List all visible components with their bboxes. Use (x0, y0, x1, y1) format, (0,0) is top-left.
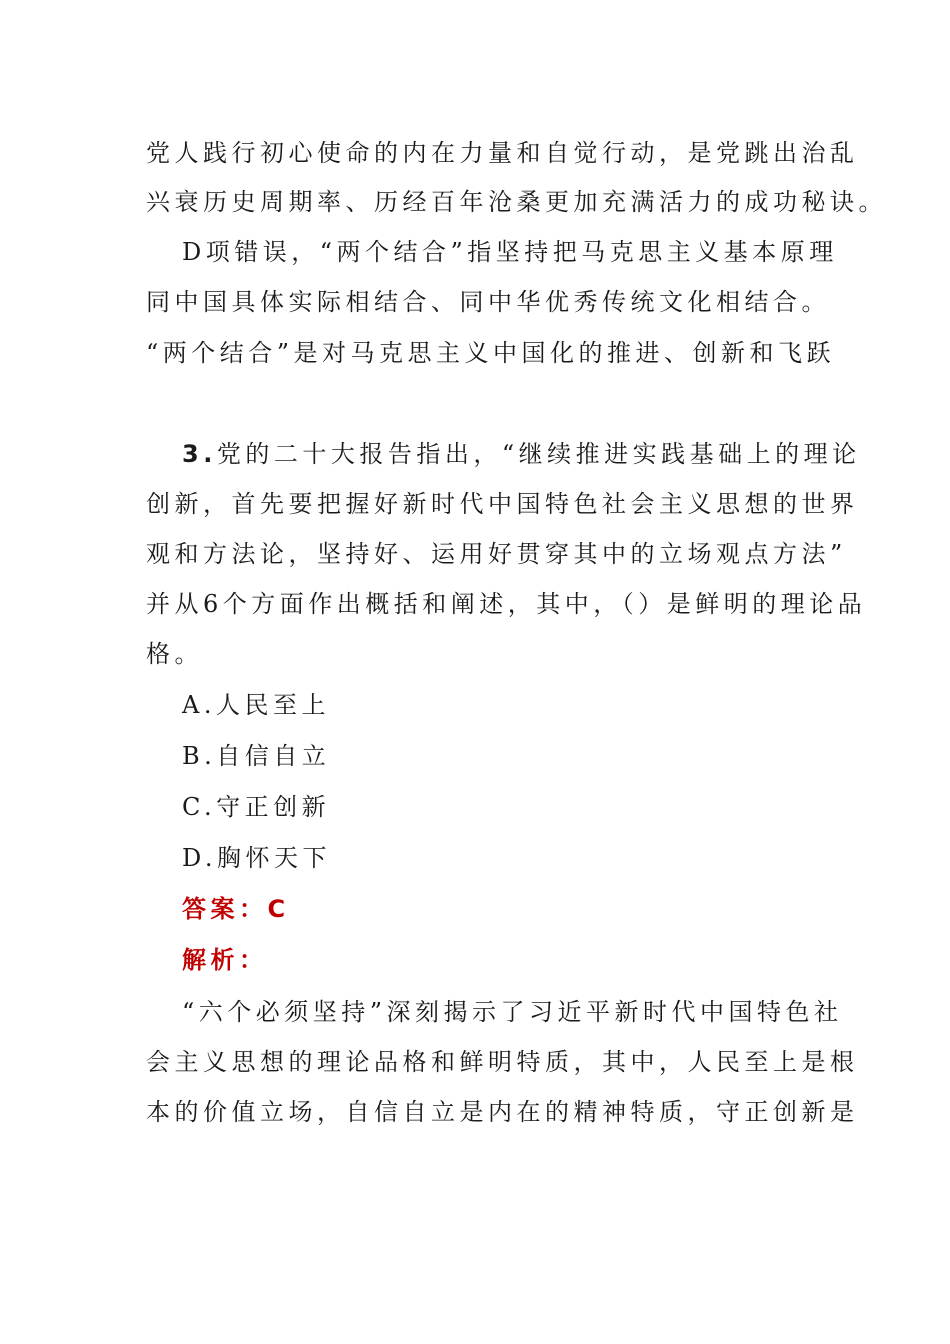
option-d-explanation-line-1: D项错误，“两个结合”指坚持把马克思主义基本原理 (182, 238, 838, 266)
prev-explanation-line-1: 党人践行初心使命的内在力量和自觉行动，是党跳出治乱 (146, 139, 859, 167)
option-d-explanation-line-2: 同中国具体实际相结合、同中华优秀传统文化相结合。 (146, 288, 830, 316)
option-a: A.人民至上 (182, 691, 330, 719)
analysis-label: 解析： (182, 946, 268, 974)
question-stem-line-1 (182, 438, 861, 470)
analysis-line-2: 会主义思想的理论品格和鲜明特质，其中，人民至上是根 (146, 1048, 859, 1076)
analysis-line-1: “六个必须坚持”深刻揭示了习近平新时代中国特色社 (182, 998, 843, 1026)
question-stem-line-4: 并从6个方面作出概括和阐述，其中，（）是鲜明的理论品 (146, 590, 867, 618)
analysis-line-3: 本的价值立场，自信自立是内在的精神特质，守正创新是 (146, 1098, 859, 1126)
question-stem-line-2: 创新，首先要把握好新时代中国特色社会主义思想的世界 (146, 490, 859, 518)
question-stem-line-5: 格。 (146, 640, 203, 668)
prev-explanation-line-2: 兴衰历史周期率、历经百年沧桑更加充满活力的成功秘诀。 (146, 188, 887, 216)
option-d: D.胸怀天下 (182, 844, 332, 872)
option-d-explanation-line-3: “两个结合”是对马克思主义中国化的推进、创新和飞跃 (146, 339, 836, 367)
answer-label: 答案：C (182, 895, 290, 923)
option-c: C.守正创新 (182, 793, 331, 821)
option-b: B.自信自立 (182, 742, 331, 770)
question-stem-text-1: 党的二十大报告指出，“继续推进实践基础上的理论 (216, 440, 861, 468)
question-number: 3. (182, 440, 217, 468)
question-stem-line-3: 观和方法论，坚持好、运用好贯穿其中的立场观点方法” (146, 540, 847, 568)
